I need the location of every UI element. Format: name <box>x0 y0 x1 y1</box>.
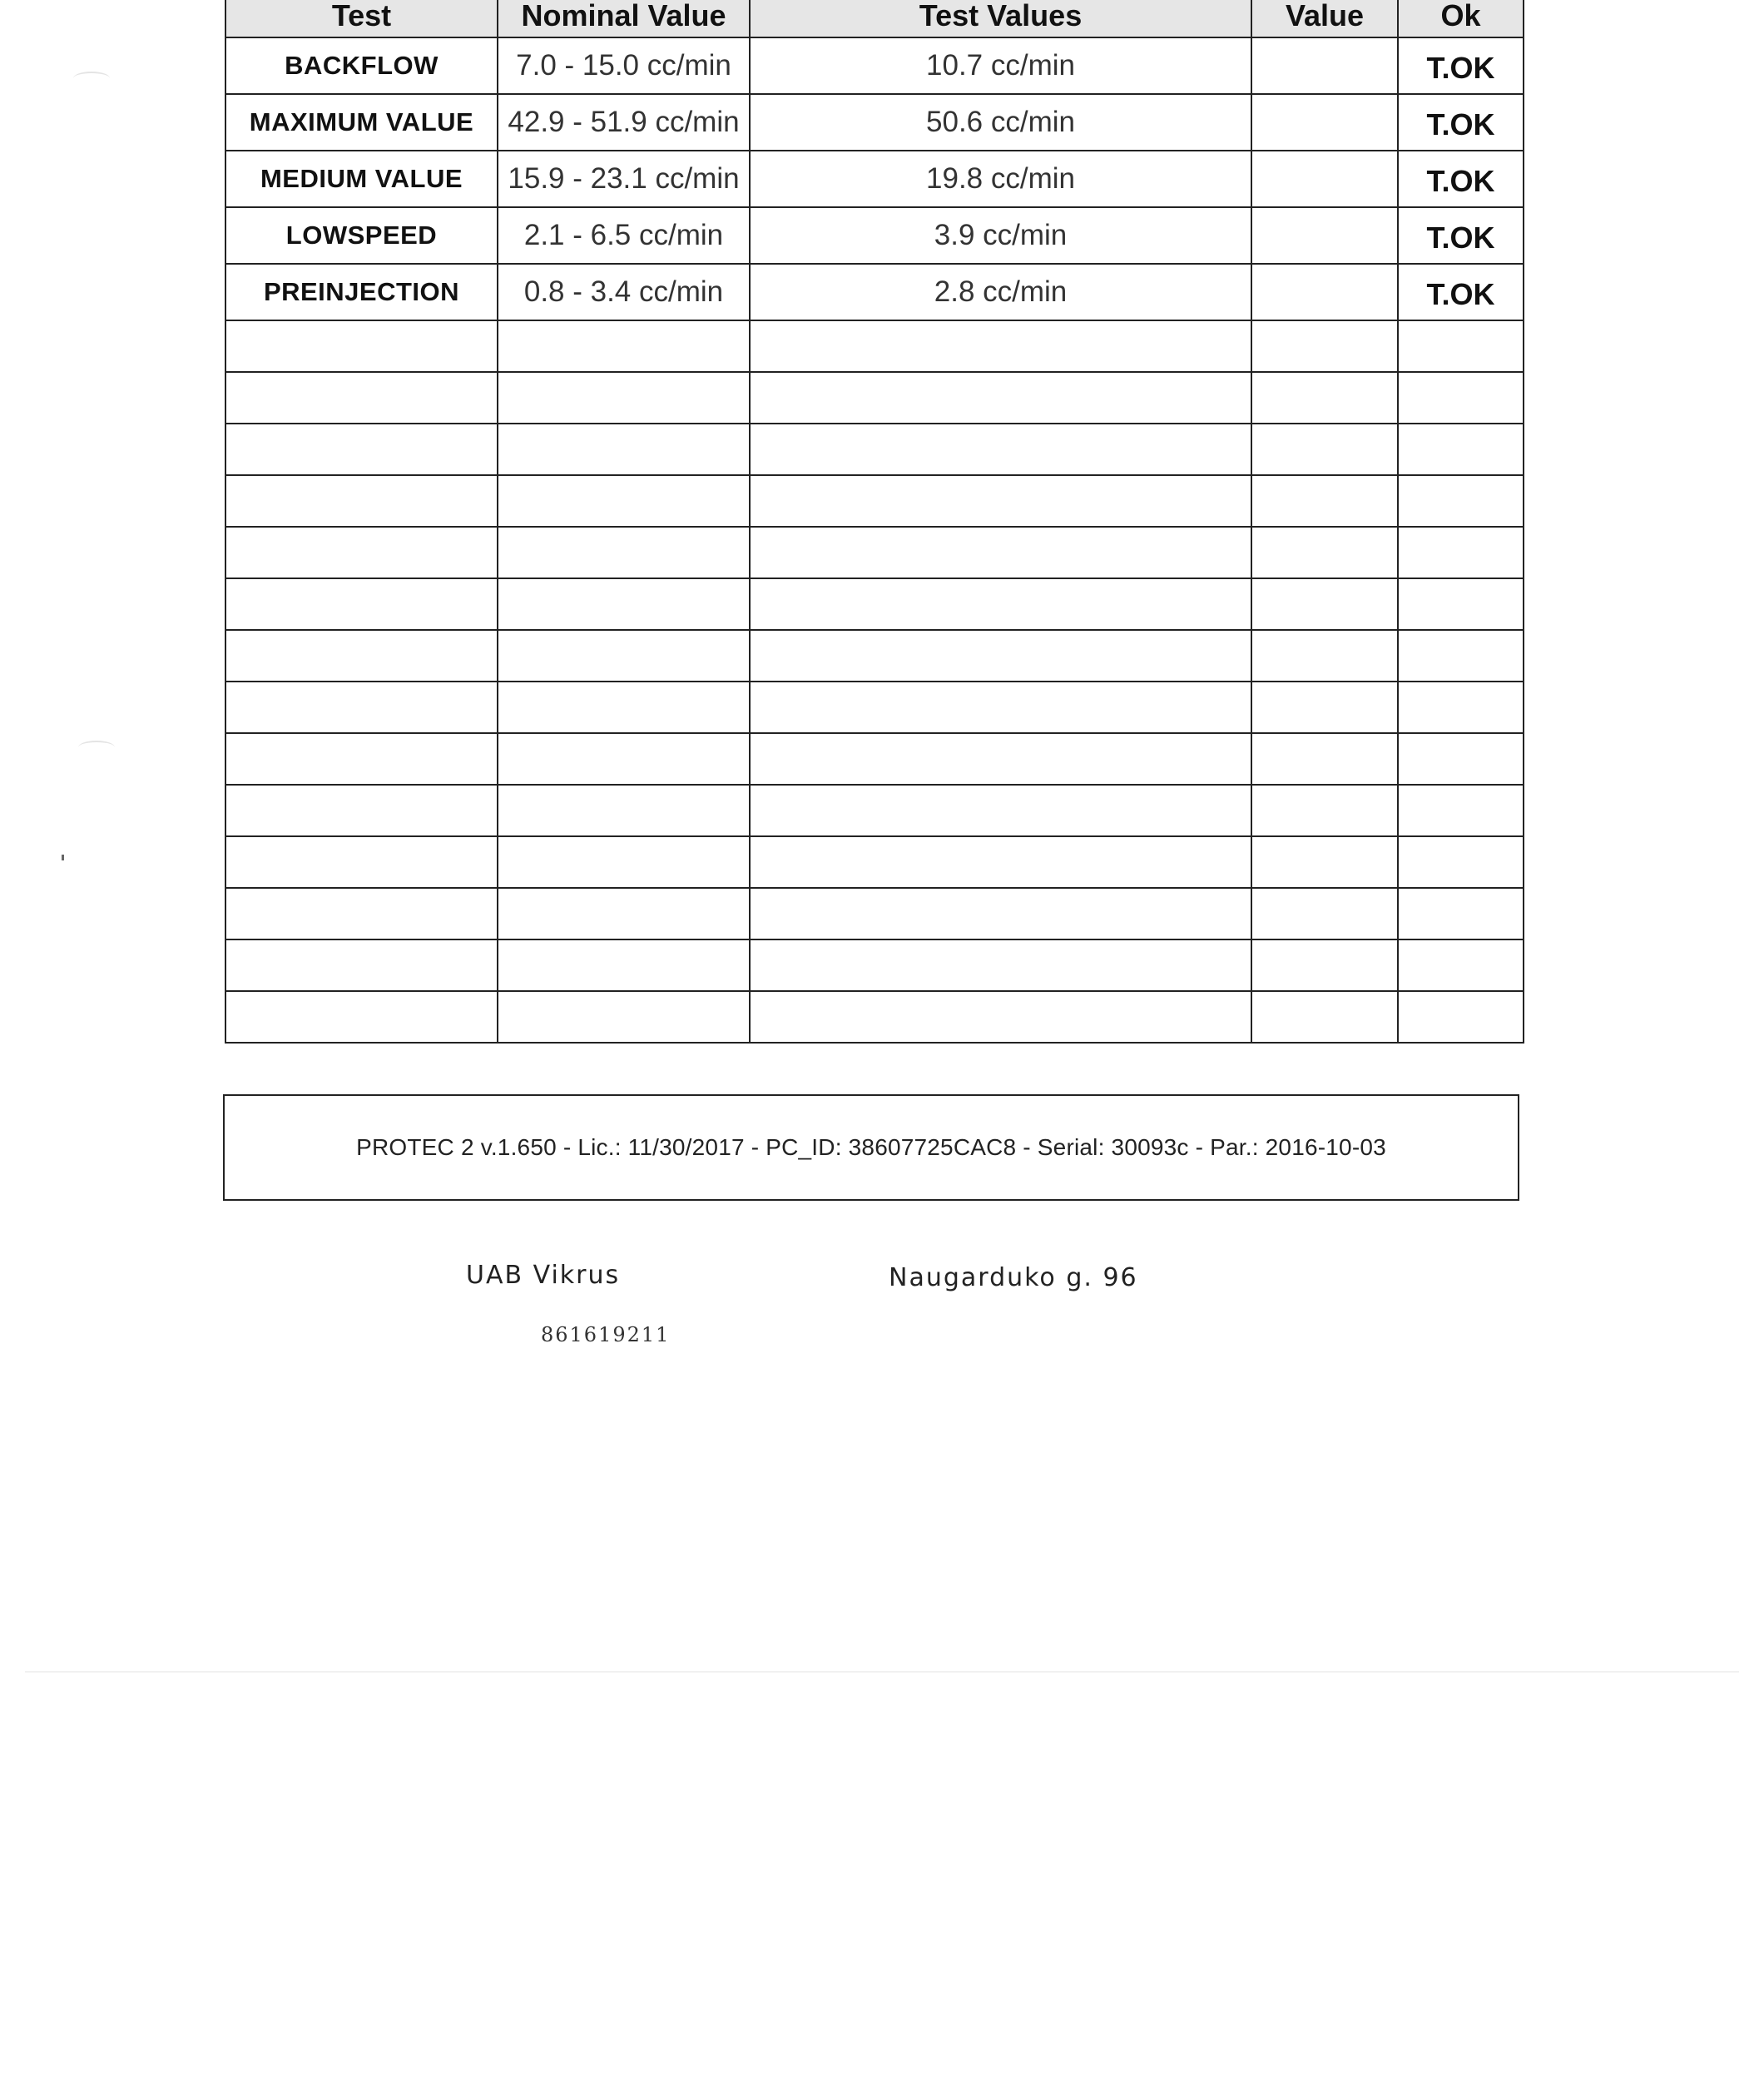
empty-cell <box>498 630 750 682</box>
table-body <box>225 37 1524 1043</box>
empty-cell <box>1251 785 1398 836</box>
empty-cell <box>1398 888 1524 939</box>
company-phone: 861619211 <box>541 1323 671 1346</box>
empty-cell <box>750 475 1251 527</box>
empty-cell <box>225 527 498 578</box>
header-test-values: Test Values <box>750 0 1251 37</box>
nominal-value-cell: 15.9 - 23.1 cc/min <box>498 151 750 207</box>
empty-table-row <box>225 475 1524 527</box>
ok-status-cell: T.OK <box>1398 94 1524 151</box>
empty-cell <box>225 939 498 991</box>
empty-cell <box>498 527 750 578</box>
empty-cell <box>750 939 1251 991</box>
empty-cell <box>225 320 498 372</box>
test-name-cell: MAXIMUM VALUE <box>225 94 498 151</box>
empty-cell <box>225 785 498 836</box>
empty-cell <box>225 991 498 1043</box>
empty-table-row <box>225 320 1524 372</box>
empty-table-row <box>225 630 1524 682</box>
company-name: UAB Vikrus <box>466 1261 621 1290</box>
empty-cell <box>1251 888 1398 939</box>
empty-cell <box>498 682 750 733</box>
value-cell <box>1251 151 1398 207</box>
scan-speck <box>62 855 64 860</box>
empty-table-row <box>225 372 1524 424</box>
empty-cell <box>750 527 1251 578</box>
software-info-text: PROTEC 2 v.1.650 - Lic.: 11/30/2017 - PC_ID: 38607725CAC8 - Serial: 30093c - Par.: 2016-10-03 <box>356 1134 1386 1160</box>
empty-cell <box>225 836 498 888</box>
empty-cell <box>1251 475 1398 527</box>
nominal-value-cell: 0.8 - 3.4 cc/min <box>498 264 750 320</box>
value-cell <box>1251 207 1398 264</box>
header-nominal-value: Nominal Value <box>498 0 750 37</box>
empty-cell <box>1398 320 1524 372</box>
test-value-cell: 2.8 cc/min <box>750 264 1251 320</box>
table-header-row <box>225 0 1524 37</box>
empty-cell <box>225 372 498 424</box>
empty-cell <box>1398 733 1524 785</box>
empty-cell <box>1251 527 1398 578</box>
empty-cell <box>1398 424 1524 475</box>
empty-table-row <box>225 527 1524 578</box>
test-name-cell: MEDIUM VALUE <box>225 151 498 207</box>
empty-table-row <box>225 785 1524 836</box>
table-row <box>225 37 1524 94</box>
test-name-cell: LOWSPEED <box>225 207 498 264</box>
empty-cell <box>498 939 750 991</box>
software-info-box <box>223 1094 1519 1201</box>
empty-cell <box>1251 836 1398 888</box>
empty-table-row <box>225 888 1524 939</box>
test-value-cell: 3.9 cc/min <box>750 207 1251 264</box>
table-row <box>225 207 1524 264</box>
punch-hole-mark <box>73 72 110 85</box>
nominal-value-cell: 7.0 - 15.0 cc/min <box>498 37 750 94</box>
empty-cell <box>1398 578 1524 630</box>
value-cell <box>1251 37 1398 94</box>
empty-cell <box>1251 939 1398 991</box>
empty-cell <box>498 320 750 372</box>
empty-table-row <box>225 836 1524 888</box>
test-results-table <box>225 0 1524 1044</box>
test-value-cell: 19.8 cc/min <box>750 151 1251 207</box>
empty-cell <box>750 836 1251 888</box>
empty-cell <box>498 578 750 630</box>
empty-cell <box>1251 578 1398 630</box>
empty-cell <box>498 785 750 836</box>
empty-cell <box>1251 424 1398 475</box>
ok-status-cell: T.OK <box>1398 264 1524 320</box>
empty-cell <box>1398 372 1524 424</box>
empty-cell <box>1398 682 1524 733</box>
nominal-value-cell: 2.1 - 6.5 cc/min <box>498 207 750 264</box>
empty-table-row <box>225 424 1524 475</box>
empty-table-row <box>225 578 1524 630</box>
empty-cell <box>1398 836 1524 888</box>
empty-cell <box>225 888 498 939</box>
empty-table-row <box>225 733 1524 785</box>
punch-hole-mark <box>78 741 115 754</box>
empty-cell <box>1398 475 1524 527</box>
empty-cell <box>1398 785 1524 836</box>
empty-cell <box>750 888 1251 939</box>
table-row <box>225 94 1524 151</box>
empty-cell <box>1251 682 1398 733</box>
empty-cell <box>225 733 498 785</box>
empty-cell <box>750 372 1251 424</box>
empty-table-row <box>225 991 1524 1043</box>
test-name-cell: PREINJECTION <box>225 264 498 320</box>
empty-table-row <box>225 682 1524 733</box>
empty-cell <box>750 578 1251 630</box>
header-test: Test <box>225 0 498 37</box>
company-address: Naugarduko g. 96 <box>889 1263 1138 1292</box>
empty-cell <box>225 424 498 475</box>
empty-cell <box>498 733 750 785</box>
test-value-cell: 50.6 cc/min <box>750 94 1251 151</box>
header-value: Value <box>1251 0 1398 37</box>
empty-cell <box>498 888 750 939</box>
ok-status-cell: T.OK <box>1398 207 1524 264</box>
empty-cell <box>750 424 1251 475</box>
empty-cell <box>1251 991 1398 1043</box>
empty-cell <box>1251 733 1398 785</box>
header-ok: Ok <box>1398 0 1524 37</box>
empty-cell <box>1398 527 1524 578</box>
empty-cell <box>1398 630 1524 682</box>
empty-cell <box>225 682 498 733</box>
empty-cell <box>1251 320 1398 372</box>
empty-cell <box>1398 991 1524 1043</box>
empty-cell <box>225 630 498 682</box>
table-row <box>225 264 1524 320</box>
empty-cell <box>750 785 1251 836</box>
empty-cell <box>1398 939 1524 991</box>
empty-cell <box>498 424 750 475</box>
value-cell <box>1251 94 1398 151</box>
empty-cell <box>750 320 1251 372</box>
empty-cell <box>498 991 750 1043</box>
empty-cell <box>225 475 498 527</box>
ok-status-cell: T.OK <box>1398 37 1524 94</box>
empty-cell <box>225 578 498 630</box>
empty-cell <box>750 991 1251 1043</box>
empty-cell <box>498 372 750 424</box>
ok-status-cell: T.OK <box>1398 151 1524 207</box>
test-name-cell: BACKFLOW <box>225 37 498 94</box>
empty-cell <box>498 836 750 888</box>
empty-cell <box>498 475 750 527</box>
empty-cell <box>750 630 1251 682</box>
test-value-cell: 10.7 cc/min <box>750 37 1251 94</box>
empty-cell <box>750 682 1251 733</box>
table-row <box>225 151 1524 207</box>
empty-table-row <box>225 939 1524 991</box>
empty-cell <box>1251 372 1398 424</box>
scan-artifact-line <box>25 1671 1739 1673</box>
value-cell <box>1251 264 1398 320</box>
empty-cell <box>750 733 1251 785</box>
empty-cell <box>1251 630 1398 682</box>
nominal-value-cell: 42.9 - 51.9 cc/min <box>498 94 750 151</box>
